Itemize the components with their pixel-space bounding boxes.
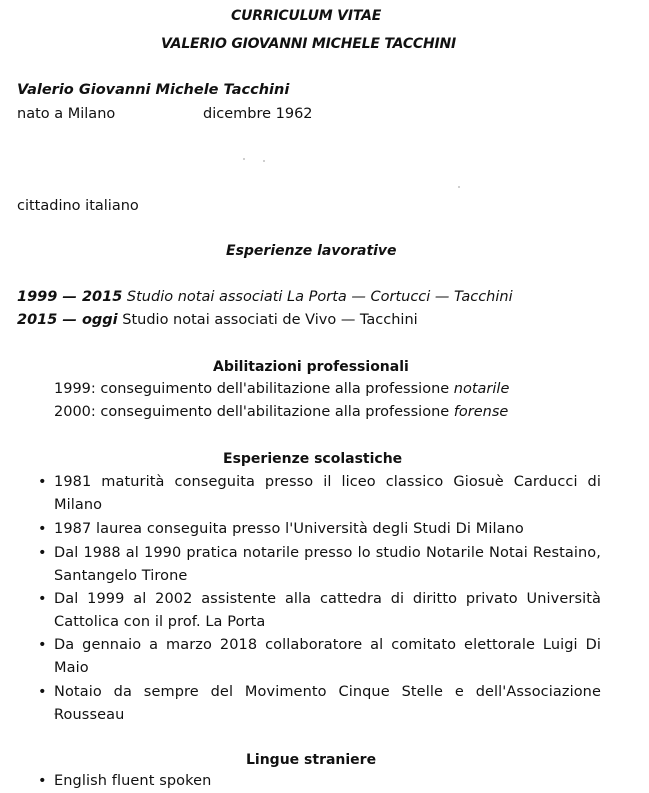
work-years: 1999 — 2015 xyxy=(17,289,123,305)
bullet-icon: • xyxy=(38,591,47,607)
education-text: 1981 maturità conseguita presso il liceo classico Giosuè Carducci di Milano xyxy=(54,474,601,513)
scan-speck xyxy=(243,158,245,160)
languages-heading: Lingue straniere xyxy=(246,752,377,768)
qualification-text: 1999: conseguimento dell'abilitazione alla professione xyxy=(54,381,454,397)
bullet-icon: • xyxy=(38,545,47,561)
qualification-profession: forense xyxy=(453,404,509,420)
work-item xyxy=(17,289,513,305)
education-item xyxy=(38,471,601,517)
qualification-item xyxy=(54,381,509,397)
bullet-icon: • xyxy=(38,521,47,537)
education-item xyxy=(38,634,601,680)
bullet-icon: • xyxy=(38,474,47,490)
qualification-profession: notarile xyxy=(453,381,510,397)
qualification-item xyxy=(54,404,508,420)
education-text: 1987 laurea conseguita presso l'Università degli Studi Di Milano xyxy=(54,521,524,537)
language-text: English fluent spoken xyxy=(54,773,212,789)
education-item xyxy=(38,518,601,541)
education-text: Notaio da sempre del Movimento Cinque Stelle e dell'Associazione Rousseau xyxy=(54,684,601,723)
work-heading: Esperienze lavorative xyxy=(226,243,397,259)
education-text: Da gennaio a marzo 2018 collaboratore al comitato elettorale Luigi Di Maio xyxy=(54,637,601,676)
qualifications-heading: Abilitazioni professionali xyxy=(213,359,409,375)
person-name: Valerio Giovanni Michele Tacchini xyxy=(17,82,290,98)
scan-speck xyxy=(458,186,460,188)
work-description: Studio notai associati de Vivo — Tacchini xyxy=(122,312,418,328)
cv-subtitle-name: VALERIO GIOVANNI MICHELE TACCHINI xyxy=(161,36,457,52)
birthdate-text: dicembre 1962 xyxy=(203,106,313,122)
citizenship-text: cittadino italiano xyxy=(17,198,139,214)
qualification-text: 2000: conseguimento dell'abilitazione alla professione xyxy=(54,404,454,420)
language-item xyxy=(38,770,601,793)
bullet-icon: • xyxy=(38,637,47,653)
education-item xyxy=(38,681,601,727)
work-years: 2015 — oggi xyxy=(17,312,118,328)
work-item xyxy=(17,312,418,328)
bullet-icon: • xyxy=(38,684,47,700)
scan-speck xyxy=(263,160,265,162)
birthplace-text: nato a Milano xyxy=(17,106,116,122)
education-heading: Esperienze scolastiche xyxy=(223,451,403,467)
education-text: Dal 1999 al 2002 assistente alla cattedra di diritto privato Università Cattolica con il prof. La Porta xyxy=(54,591,601,630)
cv-title: CURRICULUM VITAE xyxy=(231,8,382,24)
education-item xyxy=(38,542,601,588)
education-item xyxy=(38,588,601,634)
education-text: Dal 1988 al 1990 pratica notarile presso lo studio Notarile Notai Restaino, Santangelo Tirone xyxy=(54,545,601,584)
bullet-icon: • xyxy=(38,773,47,789)
work-description: Studio notai associati La Porta — Cortucci — Tacchini xyxy=(126,289,513,305)
